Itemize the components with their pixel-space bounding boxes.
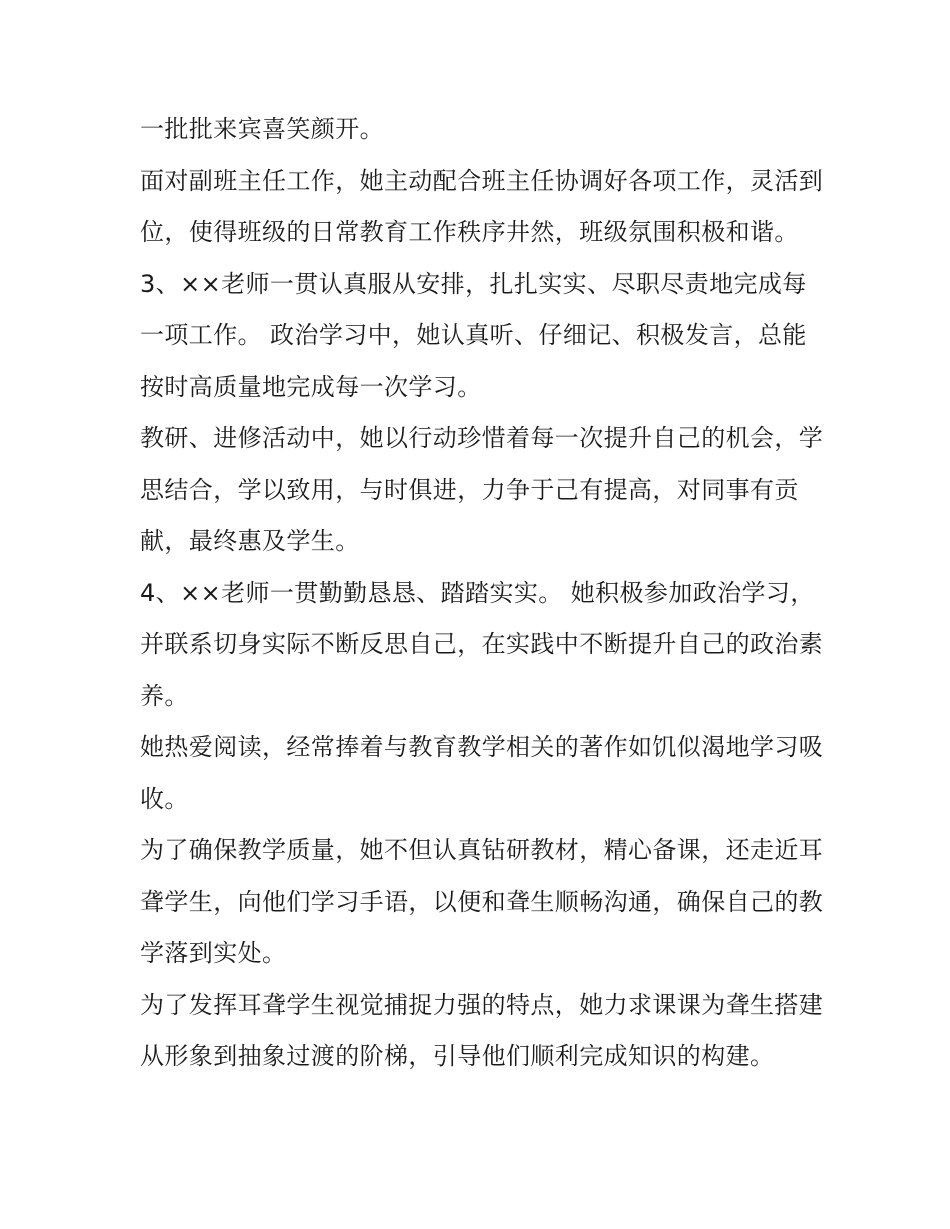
paragraph-2: 面对副班主任工作，她主动配合班主任协调好各项工作，灵活到位，使得班级的日常教育工作秩序井然，班级氛围积极和谐。 (140, 166, 824, 246)
paragraph-7: 为了确保教学质量，她不但认真钻研教材，精心备课，还走近耳聋学生，向他们学习手语，以便和聋生顺畅沟通，确保自己的教学落到实处。 (140, 836, 824, 967)
paragraph-6: 她热爱阅读，经常捧着与教育教学相关的著作如饥似渴地学习吸收。 (140, 733, 824, 813)
paragraph-5: 4、××老师一贯勤勤恳恳、踏踏实实。 她积极参加政治学习，并联系切身实际不断反思自己，在实践中不断提升自己的政治素养。 (140, 578, 824, 710)
paragraph-3: 3、××老师一贯认真服从安排，扎扎实实、尽职尽责地完成每一项工作。 政治学习中，她认真听、仔细记、积极发言，总能按时高质量地完成每一次学习。 (140, 269, 807, 401)
paragraph-4: 教研、进修活动中，她以行动珍惜着每一次提升自己的机会，学思结合，学以致用，与时俱进，力争于己有提高，对同事有贡献，最终惠及学生。 (140, 424, 824, 555)
document-body (140, 104, 830, 1083)
paragraph-8: 为了发挥耳聋学生视觉捕捉力强的特点，她力求课课为聋生搭建从形象到抽象过渡的阶梯，引导他们顺利完成知识的构建。 (140, 990, 824, 1070)
paragraph-1: 一批批来宾喜笑颜开。 (140, 115, 384, 143)
